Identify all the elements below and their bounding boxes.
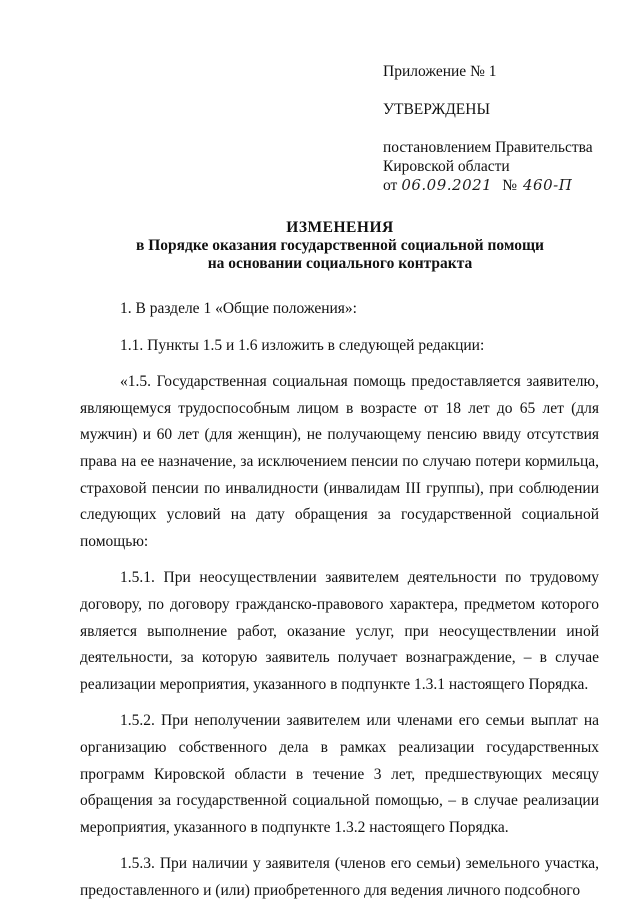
paragraph-6: 1.5.3. При наличии у заявителя (членов его семьи) земельного участка, предоставленного и (или) приобретенного для ведения личного подсобного	[80, 855, 599, 899]
handwritten-number: 460-П	[523, 176, 573, 194]
approval-block	[383, 62, 623, 195]
document-body	[80, 296, 599, 904]
paragraph-2: 1.1. Пункты 1.5 и 1.6 изложить в следующей редакции:	[120, 336, 485, 354]
paragraph-4: 1.5.1. При неосуществлении заявителем деятельности по трудовому договору, по договору гражданско-правового характера, предметом которого является выполнение работ, оказание услуг, при неосуществлении иной деятельности, за которую заявитель получает вознаграждение, – в случае реализации мероприятия, указанного в подпункте 1.3.1 настоящего Порядка.	[80, 569, 599, 693]
title-line-3: на основании социального контракта	[207, 255, 473, 272]
paragraph-5: 1.5.2. При неполучении заявителем или членами его семьи выплат на организацию собственного дела в рамках реализации государственных программ Кировской области в течение 3 лет, предшествующих месяцу обращения за государственной социальной помощью, – в случае реализации мероприятия, указанного в подпункте 1.3.2 настоящего Порядка.	[80, 712, 599, 836]
title-line-2: в Порядке оказания государственной социальной помощи	[136, 237, 544, 254]
document-title	[60, 219, 620, 273]
handwritten-date: 06.09.2021	[401, 176, 493, 194]
approved-heading: УТВЕРЖДЕНЫ	[383, 101, 490, 118]
paragraph-1: 1. В разделе 1 «Общие положения»:	[120, 300, 357, 317]
date-number-line	[383, 176, 623, 195]
number-prefix: №	[502, 177, 518, 194]
appendix-label: Приложение № 1	[383, 63, 497, 80]
approved-by-line-1: постановлением Правительства	[383, 139, 593, 156]
title-line-1: ИЗМЕНЕНИЯ	[286, 219, 394, 236]
paragraph-3: «1.5. Государственная социальная помощь предоставляется заявителю, являющемуся трудоспособным лицом в возрасте от 18 лет до 65 лет (для мужчин) и 60 лет (для женщин), не получающему пенсию ввиду отсутствия права на ее назначение, за исключением пенсии по случаю потери кормильца, страховой пенсии по инвалидности (инвалидам III группы), при соблюдении следующих условий на дату обращения за государственной социальной помощью:	[80, 373, 599, 550]
approved-by-line-2: Кировской области	[383, 158, 510, 175]
date-prefix: от	[383, 177, 398, 194]
